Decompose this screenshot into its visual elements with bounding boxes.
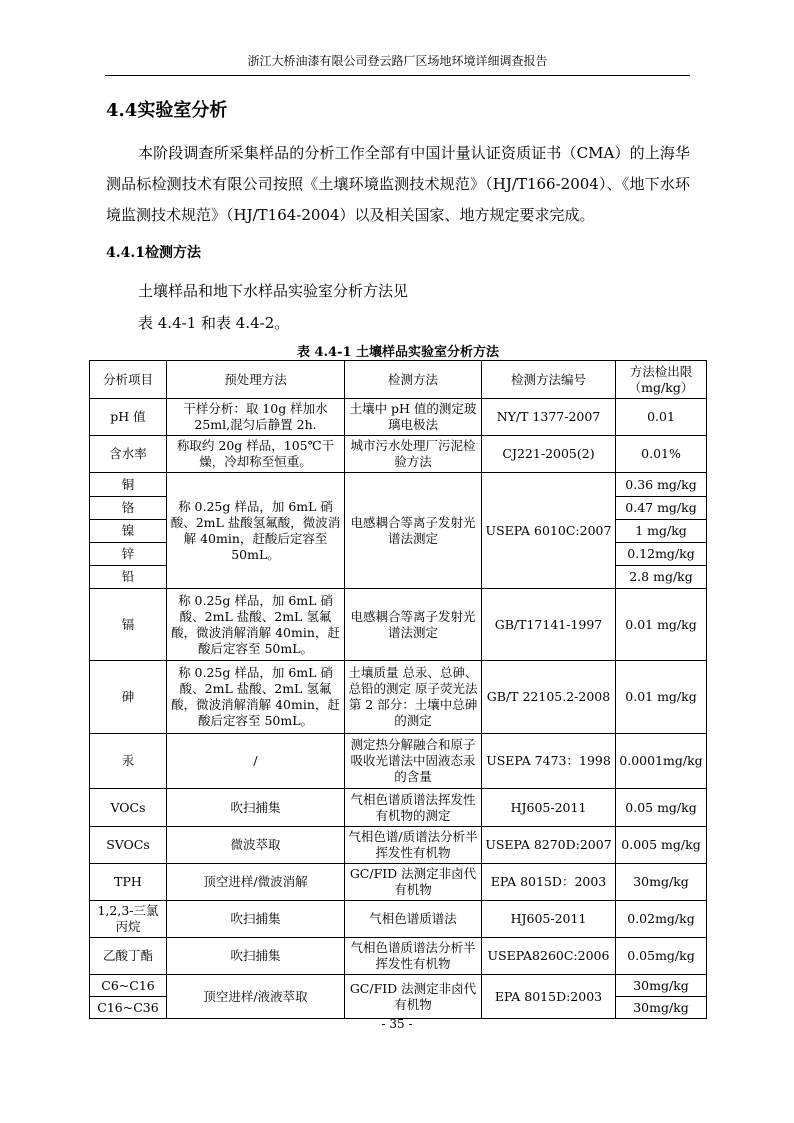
header-cell: 方法检出限（mg/kg） [616, 361, 707, 399]
table-row [90, 789, 707, 827]
table-row [90, 661, 707, 734]
pretreatment-cell: 吹扫捕集 [167, 938, 345, 975]
table-row [90, 436, 707, 473]
pretreatment-cell: 微波萃取 [167, 827, 345, 864]
code-cell: USEPA8260C:2006 [482, 938, 616, 975]
item-cell: TPH [90, 864, 167, 901]
method-cell: 气相色谱/质谱法分析半挥发性有机物 [345, 827, 482, 864]
limit-cell: 0.02mg/kg [616, 901, 707, 938]
table-row [90, 938, 707, 975]
limit-cell: 2.8 mg/kg [616, 566, 707, 589]
code-cell: USEPA 7473：1998 [482, 734, 616, 789]
item-cell: pH 值 [90, 399, 167, 436]
item-cell: C16~C36 [90, 997, 167, 1019]
code-cell: GB/T17141-1997 [482, 589, 616, 661]
header-rule [105, 75, 690, 76]
limit-cell: 0.05 mg/kg [616, 789, 707, 827]
pretreatment-cell: 顶空进样/微波消解 [167, 864, 345, 901]
limit-cell: 0.005 mg/kg [616, 827, 707, 864]
code-cell: HJ605-2011 [482, 901, 616, 938]
table-row [90, 975, 707, 997]
header-cell: 检测方法编号 [482, 361, 616, 399]
item-cell: 镍 [90, 520, 167, 543]
table-row [90, 901, 707, 938]
table-row [90, 473, 707, 497]
pretreatment-cell: / [167, 734, 345, 789]
pretreatment-cell: 吹扫捕集 [167, 789, 345, 827]
page-number: - 35 - [381, 1017, 413, 1031]
method-cell: 土壤中 pH 值的测定玻璃电极法 [345, 399, 482, 436]
limit-cell: 30mg/kg [616, 997, 707, 1019]
intro-line-1: 土壤样品和地下水样品实验室分析方法见 [138, 282, 409, 300]
code-cell: USEPA 8270D:2007 [482, 827, 616, 864]
limit-cell: 30mg/kg [616, 864, 707, 901]
item-cell: 乙酸丁酯 [90, 938, 167, 975]
code-cell: NY/T 1377-2007 [482, 399, 616, 436]
item-cell: 1,2,3-三氯丙烷 [90, 901, 167, 938]
table-caption: 表 4.4-1 土壤样品实验室分析方法 [296, 345, 500, 360]
method-cell: GC/FID 法测定非卤代有机物 [345, 864, 482, 901]
item-cell: 铜 [90, 473, 167, 497]
section-heading: 4.4实验室分析 [106, 100, 228, 121]
method-cell: 气相色谱质谱法分析半挥发性有机物 [345, 938, 482, 975]
section-paragraph: 本阶段调查所采集样品的分析工作全部有中国计量认证资质证书（CMA）的上海华测品标检测技术有限公司按照《土壤环境监测技术规范》（HJ/T166-2004）、《地下水环境监测技术规范》（HJ/T164-2004）以及相关国家、地方规定要求完成。 [106, 144, 690, 224]
pretreatment-cell: 称 0.25g 样品，加 6mL 硝酸、2mL 盐酸、2mL 氢氟酸，微波消解消解 40min，赶酸后定容至 50mL。 [167, 661, 345, 734]
header-cell: 检测方法 [345, 361, 482, 399]
code-cell: CJ221-2005(2) [482, 436, 616, 473]
method-cell: 气相色谱质谱法挥发性有机物的测定 [345, 789, 482, 827]
table-row [90, 827, 707, 864]
limit-cell: 0.36 mg/kg [616, 473, 707, 497]
code-cell: EPA 8015D:2003 [482, 975, 616, 1019]
limit-cell: 0.01 mg/kg [616, 661, 707, 734]
pretreatment-cell: 吹扫捕集 [167, 901, 345, 938]
intro-line-2: 表 4.4-1 和表 4.4-2。 [138, 314, 290, 332]
item-cell: 铅 [90, 566, 167, 589]
method-cell: 城市污水处理厂污泥检验方法 [345, 436, 482, 473]
method-cell: 气相色谱质谱法 [345, 901, 482, 938]
limit-cell: 0.12mg/kg [616, 543, 707, 566]
limit-cell: 30mg/kg [616, 975, 707, 997]
subsection-heading: 4.4.1检测方法 [106, 245, 201, 261]
limit-cell: 1 mg/kg [616, 520, 707, 543]
method-cell: 电感耦合等离子发射光谱法测定 [345, 589, 482, 661]
item-cell: C6~C16 [90, 975, 167, 997]
code-cell: EPA 8015D：2003 [482, 864, 616, 901]
limit-cell: 0.01% [616, 436, 707, 473]
pretreatment-cell: 称 0.25g 样品，加 6mL 硝酸、2mL 盐酸、2mL 氢氟酸，微波消解消解 40min，赶酸后定容至 50mL。 [167, 589, 345, 661]
table-row [90, 589, 707, 661]
code-cell: GB/T 22105.2-2008 [482, 661, 616, 734]
item-cell: 砷 [90, 661, 167, 734]
code-cell: USEPA 6010C:2007 [482, 473, 616, 589]
method-cell: GC/FID 法测定非卤代有机物 [345, 975, 482, 1019]
table-row [90, 399, 707, 436]
method-cell: 土壤质量 总汞、总砷、总铅的测定 原子荧光法 第 2 部分：土壤中总砷的测定 [345, 661, 482, 734]
limit-cell: 0.01 mg/kg [616, 589, 707, 661]
item-cell: 锌 [90, 543, 167, 566]
method-cell: 电感耦合等离子发射光谱法测定 [345, 473, 482, 589]
pretreatment-cell: 顶空进样/液液萃取 [167, 975, 345, 1019]
code-cell: HJ605-2011 [482, 789, 616, 827]
item-cell: SVOCs [90, 827, 167, 864]
table-header-row [90, 361, 707, 399]
item-cell: 含水率 [90, 436, 167, 473]
item-cell: VOCs [90, 789, 167, 827]
limit-cell: 0.47 mg/kg [616, 497, 707, 520]
running-header: 浙江大桥油漆有限公司登云路厂区场地环境详细调查报告 [247, 54, 548, 68]
table-row [90, 734, 707, 789]
table-row [90, 864, 707, 901]
item-cell: 镉 [90, 589, 167, 661]
limit-cell: 0.0001mg/kg [616, 734, 707, 789]
method-cell: 测定热分解融合和原子吸收光谱法中固液态汞的含量 [345, 734, 482, 789]
pretreatment-cell: 称 0.25g 样品，加 6mL 硝酸、2mL 盐酸氢氟酸，微波消解 40min，赶酸后定容至 50mL。 [167, 473, 345, 589]
header-cell: 分析项目 [90, 361, 167, 399]
header-cell: 预处理方法 [167, 361, 345, 399]
item-cell: 汞 [90, 734, 167, 789]
limit-cell: 0.05mg/kg [616, 938, 707, 975]
limit-cell: 0.01 [616, 399, 707, 436]
item-cell: 铬 [90, 497, 167, 520]
soil-methods-table [89, 360, 707, 1019]
pretreatment-cell: 干样分析：取 10g 样加水 25ml,混匀后静置 2h. [167, 399, 345, 436]
pretreatment-cell: 称取约 20g 样品，105℃干燥，冷却称至恒重。 [167, 436, 345, 473]
